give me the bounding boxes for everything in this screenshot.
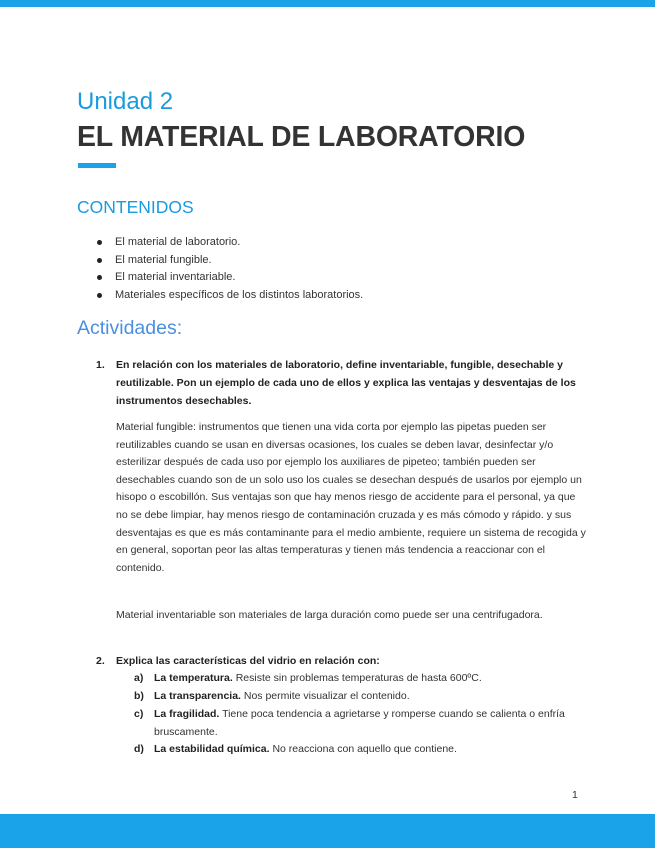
list-item: El material inventariable. (95, 269, 363, 287)
question-1-answer-paragraph: Material fungible: instrumentos que tienen una vida corta por ejemplo las pipetas pueden ser reutilizables cuando se usan en diversas ocasiones, los cuales se deben lavar, desinfectar y/o esterilizar después de cada uso por ejemplo los auxiliares de pipeteo; también pueden ser desechables cuando son de un solo uso los cuales se desechan después de usarlos por ejemplo un hisopo o escobillón. Sus ventajas son que hay menos riesgo de accidente para el personal, ya que no se debe limpiar, hay menos riesgo de contaminación cruzada y es más cómodo y rápido. y sus desventajas es que es más contaminante para el medio ambiente, requiere un sistema de recogida y en general, soportan peor las altas temperaturas y tienen más tendencia a reaccionar con el contenido. (116, 421, 586, 574)
sub-item-a: a) La temperatura. Resiste sin problemas temperaturas de hasta 600ºC. (134, 672, 482, 684)
unit-label: Unidad 2 (77, 88, 174, 115)
contents-heading: CONTENIDOS (77, 197, 194, 217)
bullet-icon (97, 275, 102, 280)
question-1-number: 1. (96, 359, 105, 371)
bullet-icon (97, 293, 102, 298)
top-accent-bar (0, 0, 655, 7)
bottom-accent-bar (0, 814, 655, 848)
sub-item-c: c) La fragilidad. Tiene poca tendencia a agrietarse y romperse cuando se calienta o enfría bruscamente. (134, 708, 565, 738)
question-2-text: Explica las características del vidrio en relación con: (116, 655, 380, 667)
list-item: El material de laboratorio. (95, 234, 363, 252)
sub-item-d: d) La estabilidad química. No reacciona con aquello que contiene. (134, 743, 457, 755)
question-1-text: En relación con los materiales de laboratorio, define inventariable, fungible, desechable y reutilizable. Pon un ejemplo de cada uno de ellos y explica las ventajas y desventajas de los instrumentos desechables. (116, 359, 576, 407)
question-2-number: 2. (96, 655, 105, 667)
page-number: 1 (572, 789, 578, 801)
bullet-icon (97, 240, 102, 245)
question-1-answer-paragraph-2: Material inventariable son materiales de larga duración como puede ser una centrifugadora. (116, 609, 543, 621)
list-item: Materiales específicos de los distintos laboratorios. (95, 287, 363, 305)
bullet-icon (97, 258, 102, 263)
activities-heading: Actividades: (77, 317, 183, 339)
page-title: EL MATERIAL DE LABORATORIO (77, 121, 526, 153)
title-underline (78, 163, 116, 168)
contents-list (95, 234, 363, 304)
list-item: El material fungible. (95, 252, 363, 270)
sub-item-b: b) La transparencia. Nos permite visualizar el contenido. (134, 690, 410, 702)
